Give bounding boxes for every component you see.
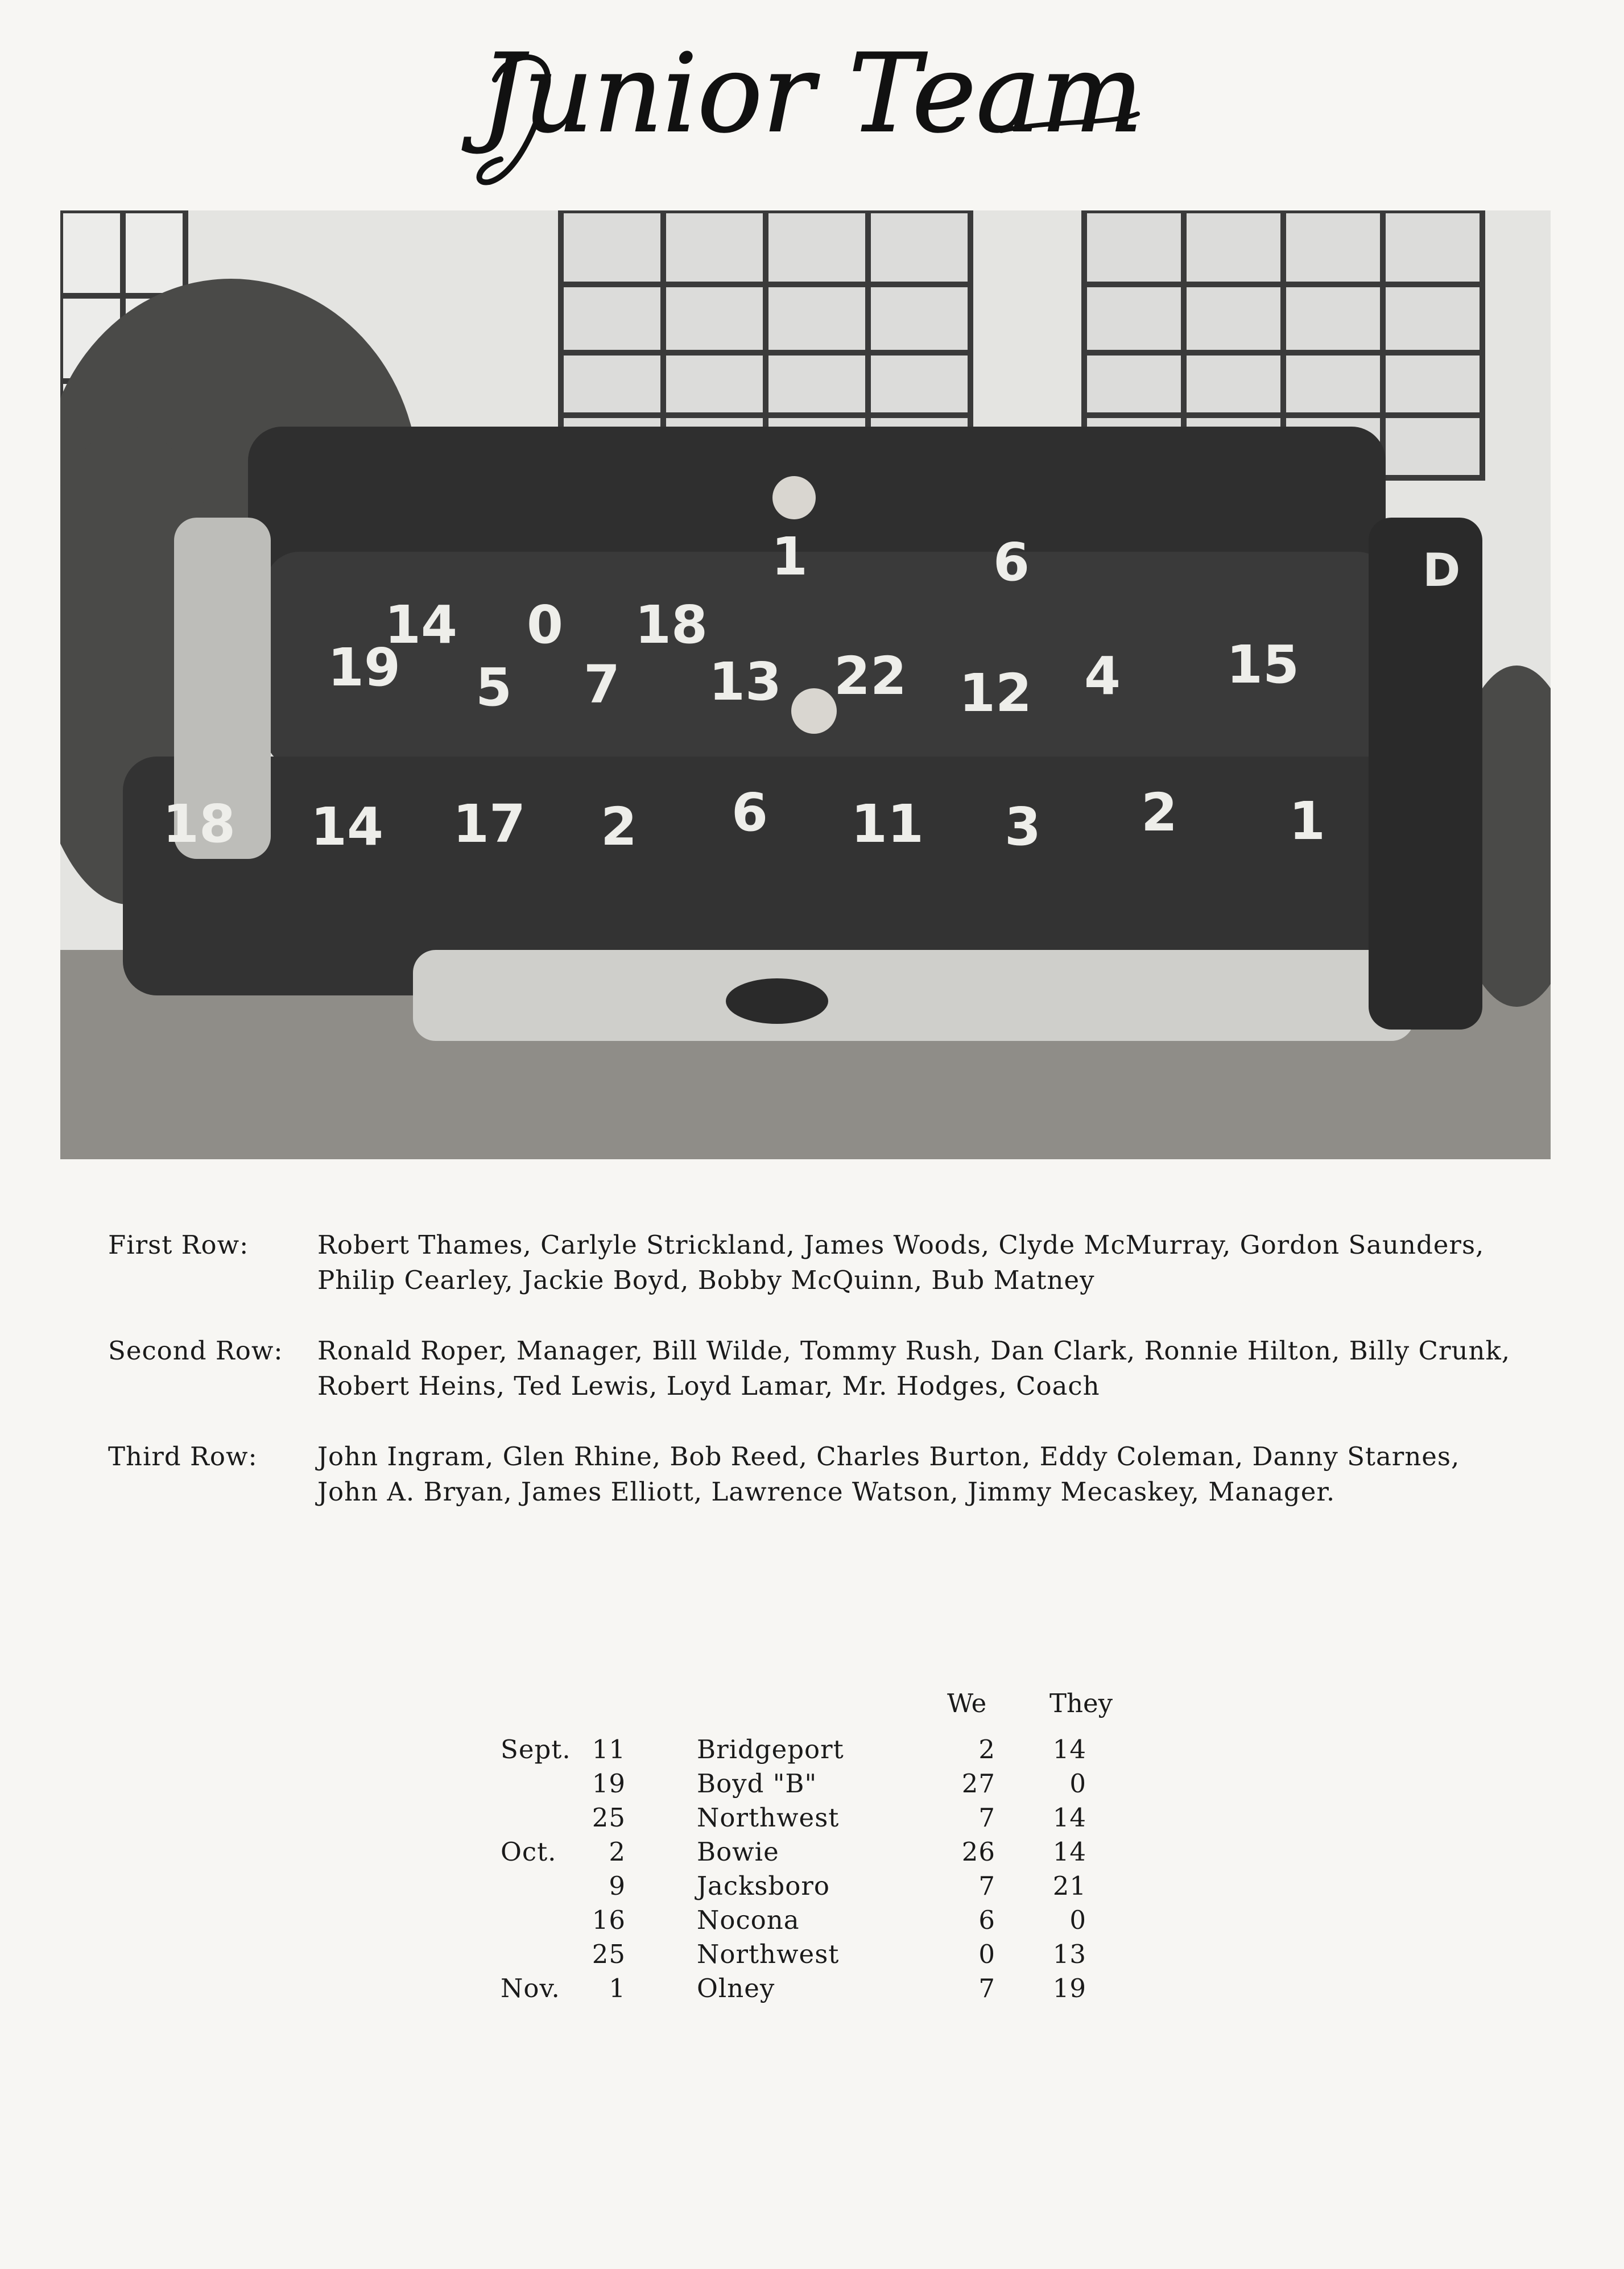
- schedule-row: [501, 1937, 1160, 1972]
- schedule-row: [501, 1835, 1160, 1869]
- score-we: 27: [961, 1768, 995, 1799]
- score-they: 21: [1052, 1871, 1086, 1901]
- game-month: Nov.: [501, 1973, 560, 2003]
- jersey-number: 1: [771, 526, 808, 587]
- title-text: Junior Team: [480, 31, 1143, 156]
- roster-row: [108, 1333, 1530, 1404]
- schedule-row: [501, 1972, 1160, 2006]
- game-opponent: Northwest: [697, 1939, 840, 1969]
- score-they: 19: [1052, 1973, 1086, 2003]
- schedule-row: [501, 1733, 1160, 1767]
- game-opponent: Boyd "B": [697, 1768, 817, 1799]
- score-we: 7: [978, 1803, 995, 1833]
- game-day: 16: [592, 1905, 626, 1935]
- team-photo: [60, 210, 1551, 1159]
- schedule-header: [501, 1688, 1160, 1733]
- jersey-number: 6: [732, 782, 768, 843]
- jersey-number: 19: [328, 637, 401, 698]
- football-graphic: [726, 978, 828, 1024]
- game-month: Sept.: [501, 1734, 571, 1764]
- roster-names: Ronald Roper, Manager, Bill Wilde, Tommy Rush, Dan Clark, Ronnie Hilton, Billy Crunk, Robert Heins, Ted Lewis, Loyd Lamar, Mr. Hodges, Coach: [317, 1336, 1511, 1401]
- jersey-number: 2: [601, 796, 638, 857]
- game-month: Oct.: [501, 1837, 557, 1867]
- player-pants: [413, 950, 1414, 1041]
- jersey-number: 14: [385, 594, 458, 655]
- roster-names: Robert Thames, Carlyle Strickland, James Woods, Clyde McMurray, Gordon Saunders, Philip Cearley, Jackie Boyd, Bobby McQuinn, Bub Matney: [317, 1230, 1485, 1295]
- game-opponent: Olney: [697, 1973, 775, 2003]
- jersey-number: 15: [1226, 634, 1300, 695]
- score-they: 0: [1069, 1768, 1086, 1799]
- score-we: 2: [978, 1734, 995, 1764]
- schedule-table: [501, 1688, 1160, 2006]
- score-they: 14: [1052, 1837, 1086, 1867]
- jersey-number: 0: [527, 594, 564, 655]
- schedule-row: [501, 1869, 1160, 1903]
- score-we: 7: [978, 1973, 995, 2003]
- jersey-number: 18: [635, 594, 708, 655]
- schedule-row: [501, 1903, 1160, 1937]
- jersey-number: 3: [1005, 796, 1042, 857]
- score-we: 0: [978, 1939, 995, 1969]
- coach-letter: D: [1423, 544, 1461, 597]
- schedule-row: [501, 1801, 1160, 1835]
- jersey-number: 6: [993, 532, 1030, 593]
- team-photo-graphic: [60, 210, 1551, 1159]
- game-day: 19: [592, 1768, 626, 1799]
- schedule-row: [501, 1767, 1160, 1801]
- roster-list: [108, 1228, 1530, 1545]
- game-opponent: Jacksboro: [697, 1871, 830, 1901]
- score-they: 14: [1052, 1734, 1086, 1764]
- roster-label: Third Row:: [108, 1441, 258, 1472]
- roster-row: [108, 1439, 1530, 1510]
- jersey-number: 12: [959, 663, 1032, 724]
- jersey-number: 7: [584, 654, 621, 715]
- jersey-number: 5: [476, 657, 513, 718]
- game-opponent: Bridgeport: [697, 1734, 844, 1764]
- game-opponent: Northwest: [697, 1803, 840, 1833]
- score-they: 14: [1052, 1803, 1086, 1833]
- game-opponent: Bowie: [697, 1837, 779, 1867]
- jersey-number: 14: [311, 796, 384, 857]
- game-day: 9: [609, 1871, 626, 1901]
- roster-names: John Ingram, Glen Rhine, Bob Reed, Charles Burton, Eddy Coleman, Danny Starnes, John A. Bryan, James Elliott, Lawrence Watson, Jimmy Mecaskey, Manager.: [317, 1441, 1460, 1507]
- players-middle-row: [265, 552, 1391, 768]
- game-day: 11: [592, 1734, 626, 1764]
- jersey-number: 18: [163, 793, 236, 854]
- jersey-number: 4: [1084, 646, 1121, 706]
- jersey-number: 2: [1141, 782, 1178, 843]
- jersey-number: 17: [453, 793, 526, 854]
- score-they: 0: [1069, 1905, 1086, 1935]
- script-title-graphic: [0, 11, 1624, 199]
- game-day: 25: [592, 1939, 626, 1969]
- game-day: 25: [592, 1803, 626, 1833]
- jersey-number: 13: [709, 651, 782, 712]
- game-opponent: Nocona: [697, 1905, 800, 1935]
- game-day: 1: [609, 1973, 626, 2003]
- header-they: They: [1049, 1688, 1113, 1718]
- roster-label: Second Row:: [108, 1336, 283, 1366]
- score-we: 7: [978, 1871, 995, 1901]
- jersey-number: 1: [1289, 791, 1326, 852]
- score-we: 26: [961, 1837, 995, 1867]
- jersey-number: 22: [834, 646, 907, 706]
- score-we: 6: [978, 1905, 995, 1935]
- roster-label: First Row:: [108, 1230, 249, 1260]
- game-day: 2: [609, 1837, 626, 1867]
- header-we: We: [947, 1688, 987, 1718]
- score-they: 13: [1052, 1939, 1086, 1969]
- roster-row: [108, 1228, 1530, 1298]
- jersey-number: 11: [851, 793, 924, 854]
- schedule-body: [501, 1733, 1160, 2006]
- page-title: [0, 11, 1624, 199]
